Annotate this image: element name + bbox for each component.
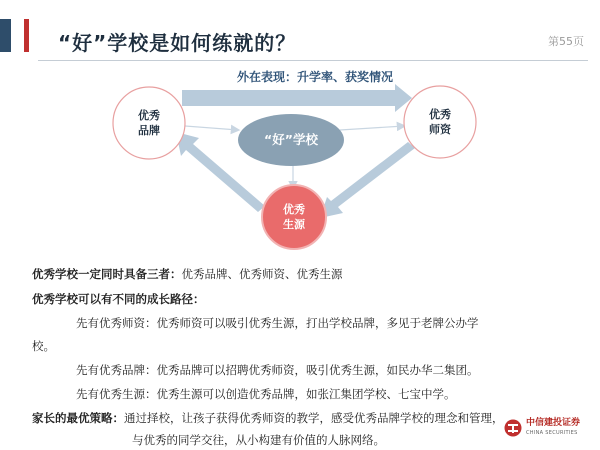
accent-bar <box>0 19 11 52</box>
connector-arrow <box>185 126 238 130</box>
path-students: 先有优秀生源：优秀生源可以创造优秀品牌，如张江集团学校、七宝中学。 <box>76 387 456 401</box>
brand-label-line: 品牌 <box>138 124 160 137</box>
brand-label-line: 优秀 <box>138 109 160 122</box>
path-teachers: 先有优秀师资：优秀师资可以吸引优秀生源，打出学校品牌，多见于老牌公办学 <box>76 316 479 330</box>
three-factor-diagram <box>0 60 600 260</box>
path-teachers-cont: 校。 <box>32 339 55 353</box>
requirement-label: 优秀学校一定同时具备三者： <box>32 267 182 281</box>
logo-name-en: CHINA SECURITIES <box>525 430 578 436</box>
top-caption: 外在表现：升学率、获奖情况 <box>236 70 393 84</box>
connector-arrow <box>340 126 404 130</box>
citic-logo-icon <box>504 419 522 437</box>
teachers-label <box>410 107 470 137</box>
students-label-line: 优秀 <box>283 203 305 216</box>
path-brand: 先有优秀品牌：优秀品牌可以招聘优秀师资，吸引优秀生源，如民办华二集团。 <box>76 363 479 377</box>
strategy-label: 家长的最优策略： <box>32 411 124 425</box>
page-title: “好”学校是如何练就的？ <box>58 31 297 55</box>
logo-name-cn: 中信建投证券 <box>525 418 580 428</box>
students-label <box>264 202 324 232</box>
strategy-line-cont: 与优秀的同学交往，从小构建有价值的人脉网络。 <box>132 433 385 447</box>
center-label: “好”学校 <box>264 132 318 147</box>
page-number: 第55页 <box>548 35 584 48</box>
requirement-text: 优秀品牌、优秀师资、优秀生源 <box>181 267 343 281</box>
top-flow-arrow <box>182 84 412 112</box>
strategy-text: 通过择校，让孩子获得优秀师资的教学，感受优秀品牌学校的理念和管理， <box>124 411 504 425</box>
strategy-line <box>32 410 504 426</box>
students-label-line: 生源 <box>283 218 305 231</box>
teachers-label-line: 师资 <box>429 123 451 136</box>
logo-text <box>526 418 580 438</box>
accent-bar-red <box>24 19 29 52</box>
teachers-label-line: 优秀 <box>429 108 451 121</box>
requirement-line <box>32 266 343 282</box>
growth-path-heading: 优秀学校可以有不同的成长路径： <box>32 292 205 306</box>
company-logo <box>504 418 580 438</box>
brand-label <box>119 108 179 138</box>
